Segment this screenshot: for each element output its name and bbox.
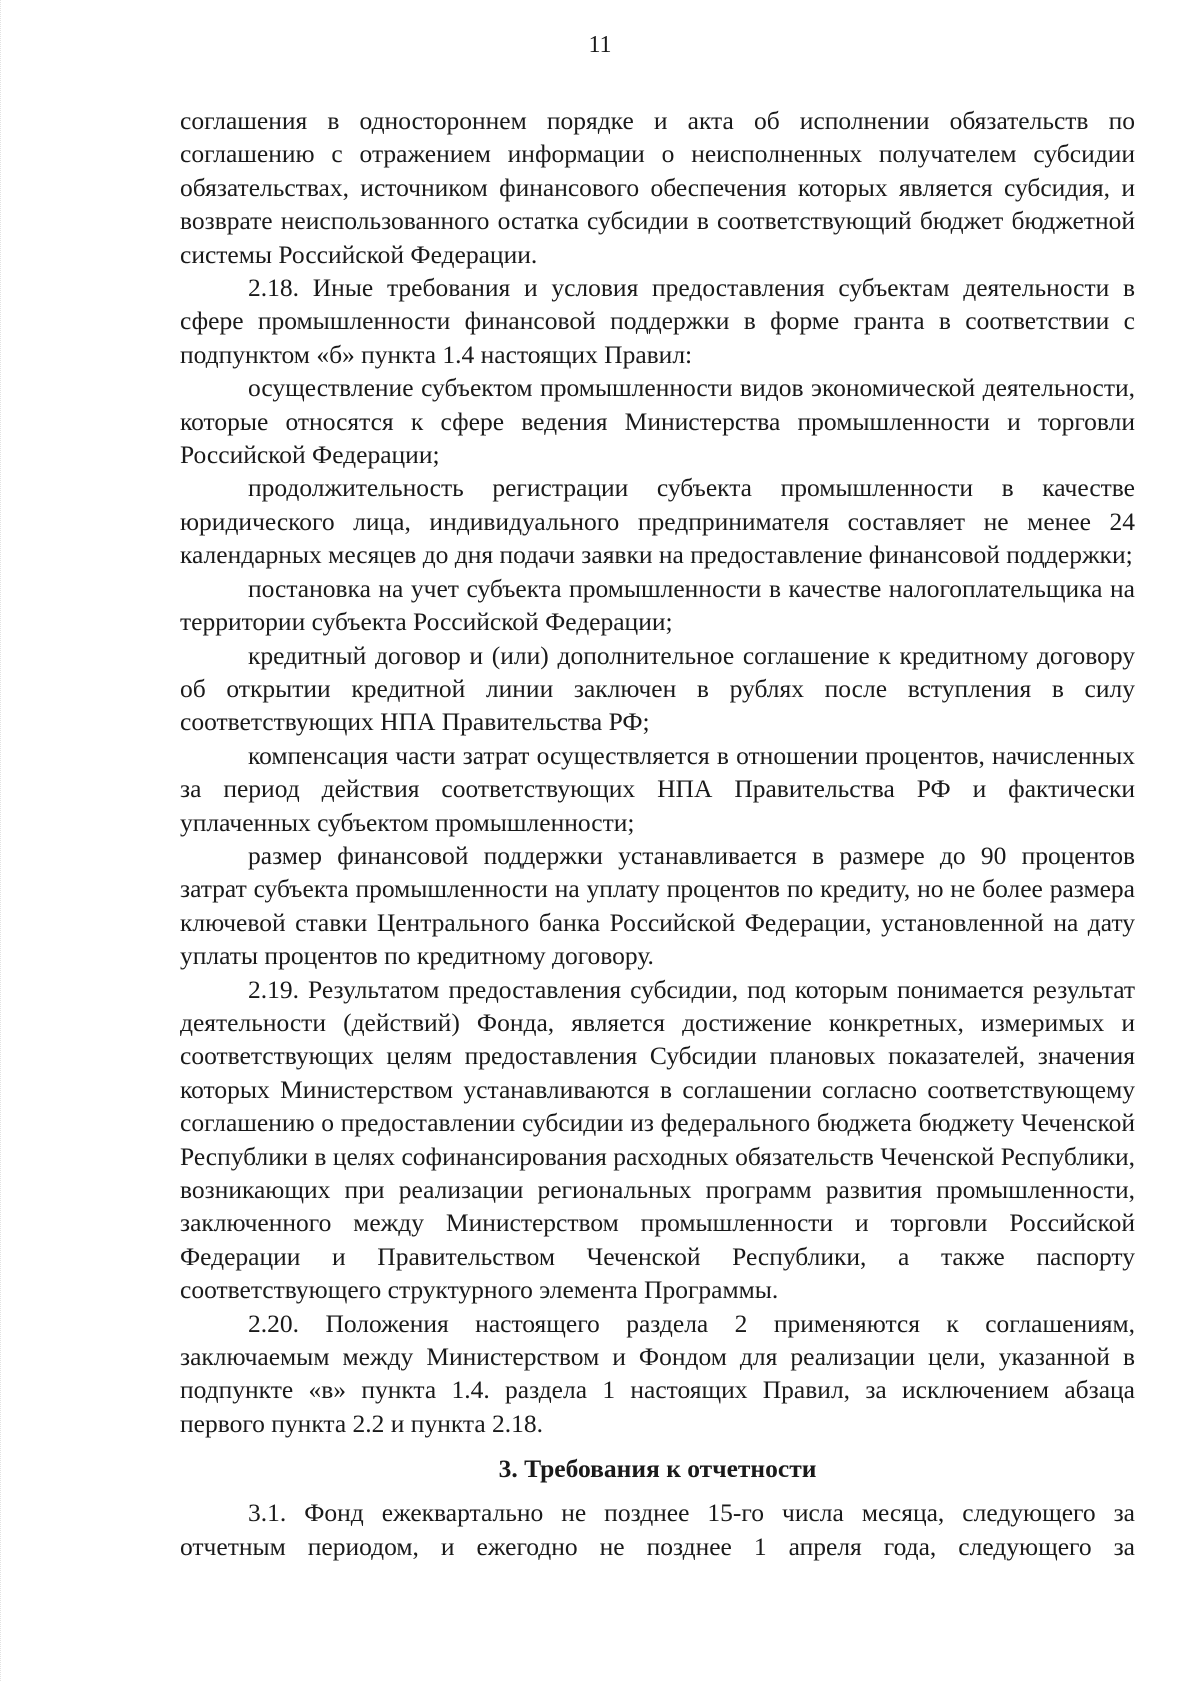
paragraph-2-18: 2.18. Иные требования и условия предоставления субъектам деятельности в сфере промышленности финансовой поддержки в форме гранта в соответствии с подпунктом «б» пункта 1.4 настоящих Правил: bbox=[180, 273, 1135, 369]
paragraph-2-20: 2.20. Положения настоящего раздела 2 применяются к соглашениям, заключаемым между Министерством и Фондом для реализации цели, указанной в подпункте «в» пункта 1.4. раздела 1 настоящих Правил, за исключением абзаца первого пункта 2.2 и пункта 2.18. bbox=[180, 1308, 1135, 1438]
paragraph-requirement-tax: постановка на учет субъекта промышленности в качестве налогоплательщика на территории субъекта Российской Федерации; bbox=[180, 573, 1135, 637]
paragraph-requirement-activity: осуществление субъектом промышленности видов экономической деятельности, которые относятся к сфере ведения Министерства промышленности и торговли Российской Федерации; bbox=[180, 373, 1135, 470]
paragraph-requirement-registration: продолжительность регистрации субъекта промышленности в качестве юридического лица, индивидуального предпринимателя составляет не менее 24 календарных месяцев до дня подачи заявки на предоставление финансовой поддержки; bbox=[180, 473, 1135, 570]
paragraph-requirement-credit: кредитный договор и (или) дополнительное соглашение к кредитному договору об открытии кредитной линии заключен в рублях после вступления в силу соответствующих НПА Правительства РФ; bbox=[180, 640, 1135, 737]
paragraph-3-1: 3.1. Фонд ежеквартально не позднее 15-го числа месяца, следующего за отчетным периодом, и ежегодно не позднее 1 апреля года, следующего за bbox=[180, 1498, 1135, 1561]
scan-edge-marks bbox=[0, 0, 5, 1681]
paragraph-2-19: 2.19. Результатом предоставления субсидии, под которым понимается результат деятельности (действий) Фонда, является достижение конкретных, измеримых и соответствующих целям предоставления Субсидии плановых показателей, значения которых Министерством устанавливаются в соглашении согласно соответствующему соглашению о предоставлении субсидии из федерального бюджета бюджету Чеченской Республики в целях софинансирования расходных обязательств Чеченской Республики, возникающих при реализации региональных программ развития промышленности, заключенного между Министерством промышленности и торговли Российской Федерации и Правительством Чеченской Республики, а также паспорту соответствующего структурного элемента Программы. bbox=[180, 974, 1135, 1305]
page-number: 11 bbox=[588, 32, 612, 58]
document-body bbox=[180, 104, 1135, 1563]
section-heading: 3. Требования к отчетности bbox=[498, 1454, 817, 1484]
paragraph-requirement-amount: размер финансовой поддержки устанавливается в размере до 90 процентов затрат субъекта промышленности на уплату процентов по кредиту, но не более размера ключевой ставки Центрального банка Российской Федерации, установленной на дату уплаты процентов по кредитному договору. bbox=[180, 840, 1135, 971]
paragraph-requirement-compensation: компенсация части затрат осуществляется в отношении процентов, начисленных за период действия соответствующих НПА Правительства РФ и фактически уплаченных субъектом промышленности; bbox=[180, 740, 1135, 837]
paragraph-continuation: соглашения в одностороннем порядке и акта об исполнении обязательств по соглашению с отражением информации о неисполненных получателем субсидии обязательствах, источником финансового обеспечения которых является субсидия, и возврате неиспользованного остатка субсидии в соответствующий бюджет бюджетной системы Российской Федерации. bbox=[180, 106, 1135, 269]
